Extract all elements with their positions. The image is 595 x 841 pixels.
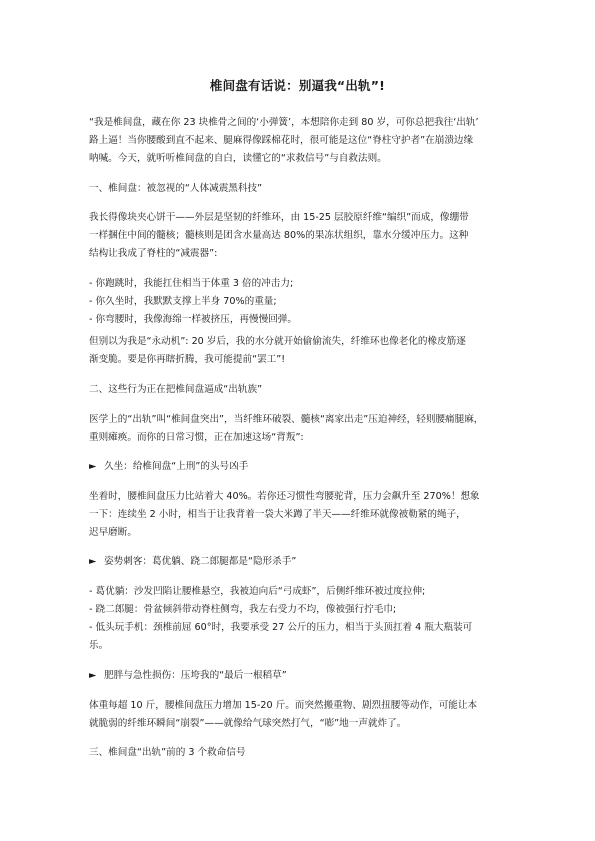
text-line: 呐喊。今天，就听听椎间盘的自白，读懂它的“求救信号”与自救法则。 — [89, 153, 387, 164]
triangle-bullet-icon: ► — [89, 670, 97, 681]
text-line: 路上逼！当你腰酸到直不起来、腿麻得像踩棉花时，很可能是这位“脊柱守护者”在崩溃边缘 — [89, 135, 474, 146]
section2-heading: 二、这些行为正在把椎间盘逼成“出轨族” — [89, 384, 263, 395]
list-item: - 你弯腰时，我像海绵一样被挤压，再慢慢回弹。 — [89, 314, 297, 325]
list-item: - 低头玩手机：颈椎前屈 60°时，我要承受 27 公斤的压力，相当于头顶扛着 4 瓶大瓶装可 — [89, 622, 473, 633]
text-line: 坐着时，腰椎间盘压力比站着大 40%。若你还习惯性弯腰驼背，压力会飙升至 270%！想象 — [89, 491, 480, 502]
text-line: “我是椎间盘，藏在你 23 块椎骨之间的‘小弹簧’，本想陪你走到 80 岁，可你总把我往‘出轨’ — [89, 117, 479, 128]
subsection-title: 肥胖与急性损伤：压垮我的“最后一根稻草” — [104, 670, 287, 681]
subsection2-heading — [89, 553, 509, 571]
section1-heading: 一、椎间盘：被忽视的“人体减震黑科技” — [89, 183, 263, 194]
list-item: - 你久坐时，我默默支撑上半身 70%的重量; — [89, 296, 277, 307]
text-line: 一下：连续坐 2 小时，相当于让我背着一袋大米蹲了半天——纤维环就像被勒紧的绳子， — [89, 509, 466, 520]
subsection3-heading — [89, 667, 509, 685]
subsection1-heading — [89, 458, 509, 476]
text-line: 但别以为我是“永动机”: 20 岁后，我的水分就开始偷偷流失，纤维环也像老化的橡皮筋逐 — [89, 336, 466, 347]
text-line: 结构让我成了脊柱的“减震器”: — [89, 248, 218, 259]
text-line: 迟早磨断。 — [89, 527, 137, 538]
section1-list — [89, 275, 509, 329]
text-line: 一样捆住中间的髓核；髓核则是团含水量高达 80%的果冻状组织，靠水分缓冲压力。这种 — [89, 230, 469, 241]
subsection-title: 姿势刺客：葛优躺、跷二郎腿都是“隐形杀手” — [104, 556, 297, 567]
subsection2-list — [89, 583, 509, 655]
subsection-title: 久坐：给椎间盘“上刑”的头号凶手 — [104, 461, 249, 472]
text-line: 体重每超 10 斤，腰椎间盘压力增加 15-20 斤。而突然搬重物、剧烈扭腰等动作，可能让本 — [89, 700, 478, 711]
text-line: 重则瘫痪。而你的日常习惯，正在加速这场“背叛”: — [89, 432, 304, 443]
triangle-bullet-icon: ► — [89, 556, 97, 567]
section3-heading: 三、椎间盘“出轨”前的 3 个救命信号 — [89, 747, 246, 758]
text-line: 渐变脆。要是你再瞎折腾，我可能提前“罢工”! — [89, 354, 286, 365]
subsection3-paragraph — [89, 697, 509, 733]
list-item: - 跷二郎腿：骨盆倾斜带动脊柱侧弯，我左右受力不均，像被强行拧毛巾; — [89, 604, 397, 615]
list-item: 乐。 — [89, 640, 109, 651]
section2-paragraph — [89, 411, 509, 447]
text-line: 就脆弱的纤维环瞬间“崩裂”——就像给气球突然打气，“嘭”地一声就炸了。 — [89, 718, 407, 729]
list-item: - 你跑跳时，我能扛住相当于体重 3 倍的冲击力; — [89, 278, 294, 289]
section1-paragraph — [89, 209, 509, 263]
intro-paragraph — [89, 114, 509, 168]
triangle-bullet-icon: ► — [89, 461, 97, 472]
subsection1-paragraph — [89, 488, 509, 542]
text-line: 医学上的“出轨”叫“椎间盘突出”，当纤维环破裂、髓核“离家出走”压迫神经，轻则腰痛腿麻， — [89, 414, 484, 425]
page-title: 椎间盘有话说：别逼我“出轨”! — [209, 78, 386, 93]
text-line: 我长得像块夹心饼干——外层是坚韧的纤维环，由 15-25 层胶原纤维“编织”而成，像绷带 — [89, 212, 469, 223]
list-item: - 葛优躺：沙发凹陷让腰椎悬空，我被迫向后“弓成虾”，后侧纤维环被过度拉伸; — [89, 586, 426, 597]
section1-paragraph-2 — [89, 333, 509, 369]
